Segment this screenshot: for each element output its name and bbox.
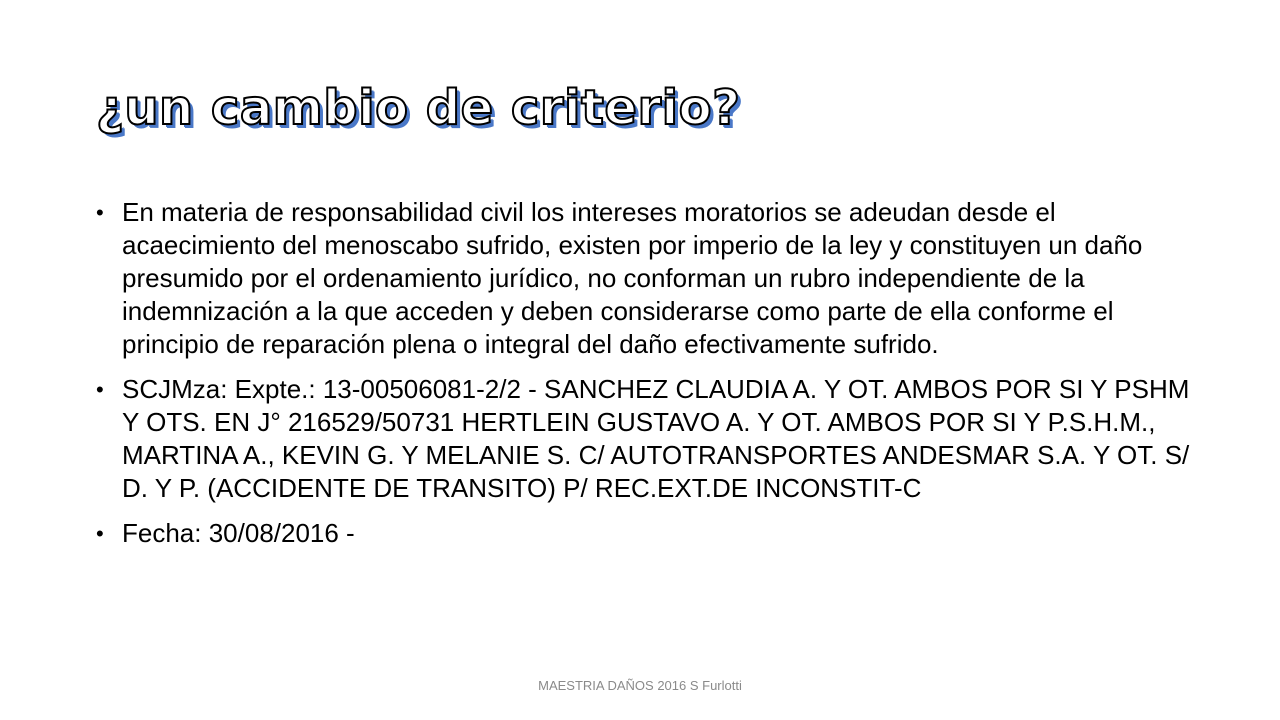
bullet-text-case-reference: SCJMza: Expte.: 13-00506081-2/2 - SANCHEZ CLAUDIA A. Y OT. AMBOS POR SI Y PSHM Y OTS. EN J° 216529/50731 HERTLEIN GUSTAVO A. Y OT. AMBOS POR SI Y P.S.H.M., MARTINA A., KEVIN G. Y MELANIE S. C/ AUTOTRANSPORTES ANDESMAR S.A. Y OT. S/ D. Y P. (ACCIDENTE DE TRANSITO) P/ REC.EXT.DE INCONSTIT-C: [122, 374, 1190, 503]
slide-title: ¿un cambio de criterio?: [96, 80, 741, 136]
bullet-item-definition: [96, 196, 1190, 361]
bullet-item-case-reference: [96, 373, 1190, 505]
bullet-item-date: [96, 517, 1190, 550]
bullet-list: [96, 196, 1190, 562]
bullet-dot-icon: •: [96, 377, 104, 402]
bullet-dot-icon: •: [96, 200, 104, 225]
bullet-text-date: Fecha: 30/08/2016 -: [122, 518, 355, 548]
slide-footer: MAESTRIA DAÑOS 2016 S Furlotti: [538, 678, 742, 693]
bullet-text-definition: En materia de responsabilidad civil los intereses moratorios se adeudan desde el acaecimiento del menoscabo sufrido, existen por imperio de la ley y constituyen un daño presumido por el ordenamiento jurídico, no conforman un rubro independiente de la indemnización a la que acceden y deben considerarse como parte de ella conforme el principio de reparación plena o integral del daño efectivamente sufrido.: [122, 197, 1143, 359]
bullet-dot-icon: •: [96, 521, 104, 546]
